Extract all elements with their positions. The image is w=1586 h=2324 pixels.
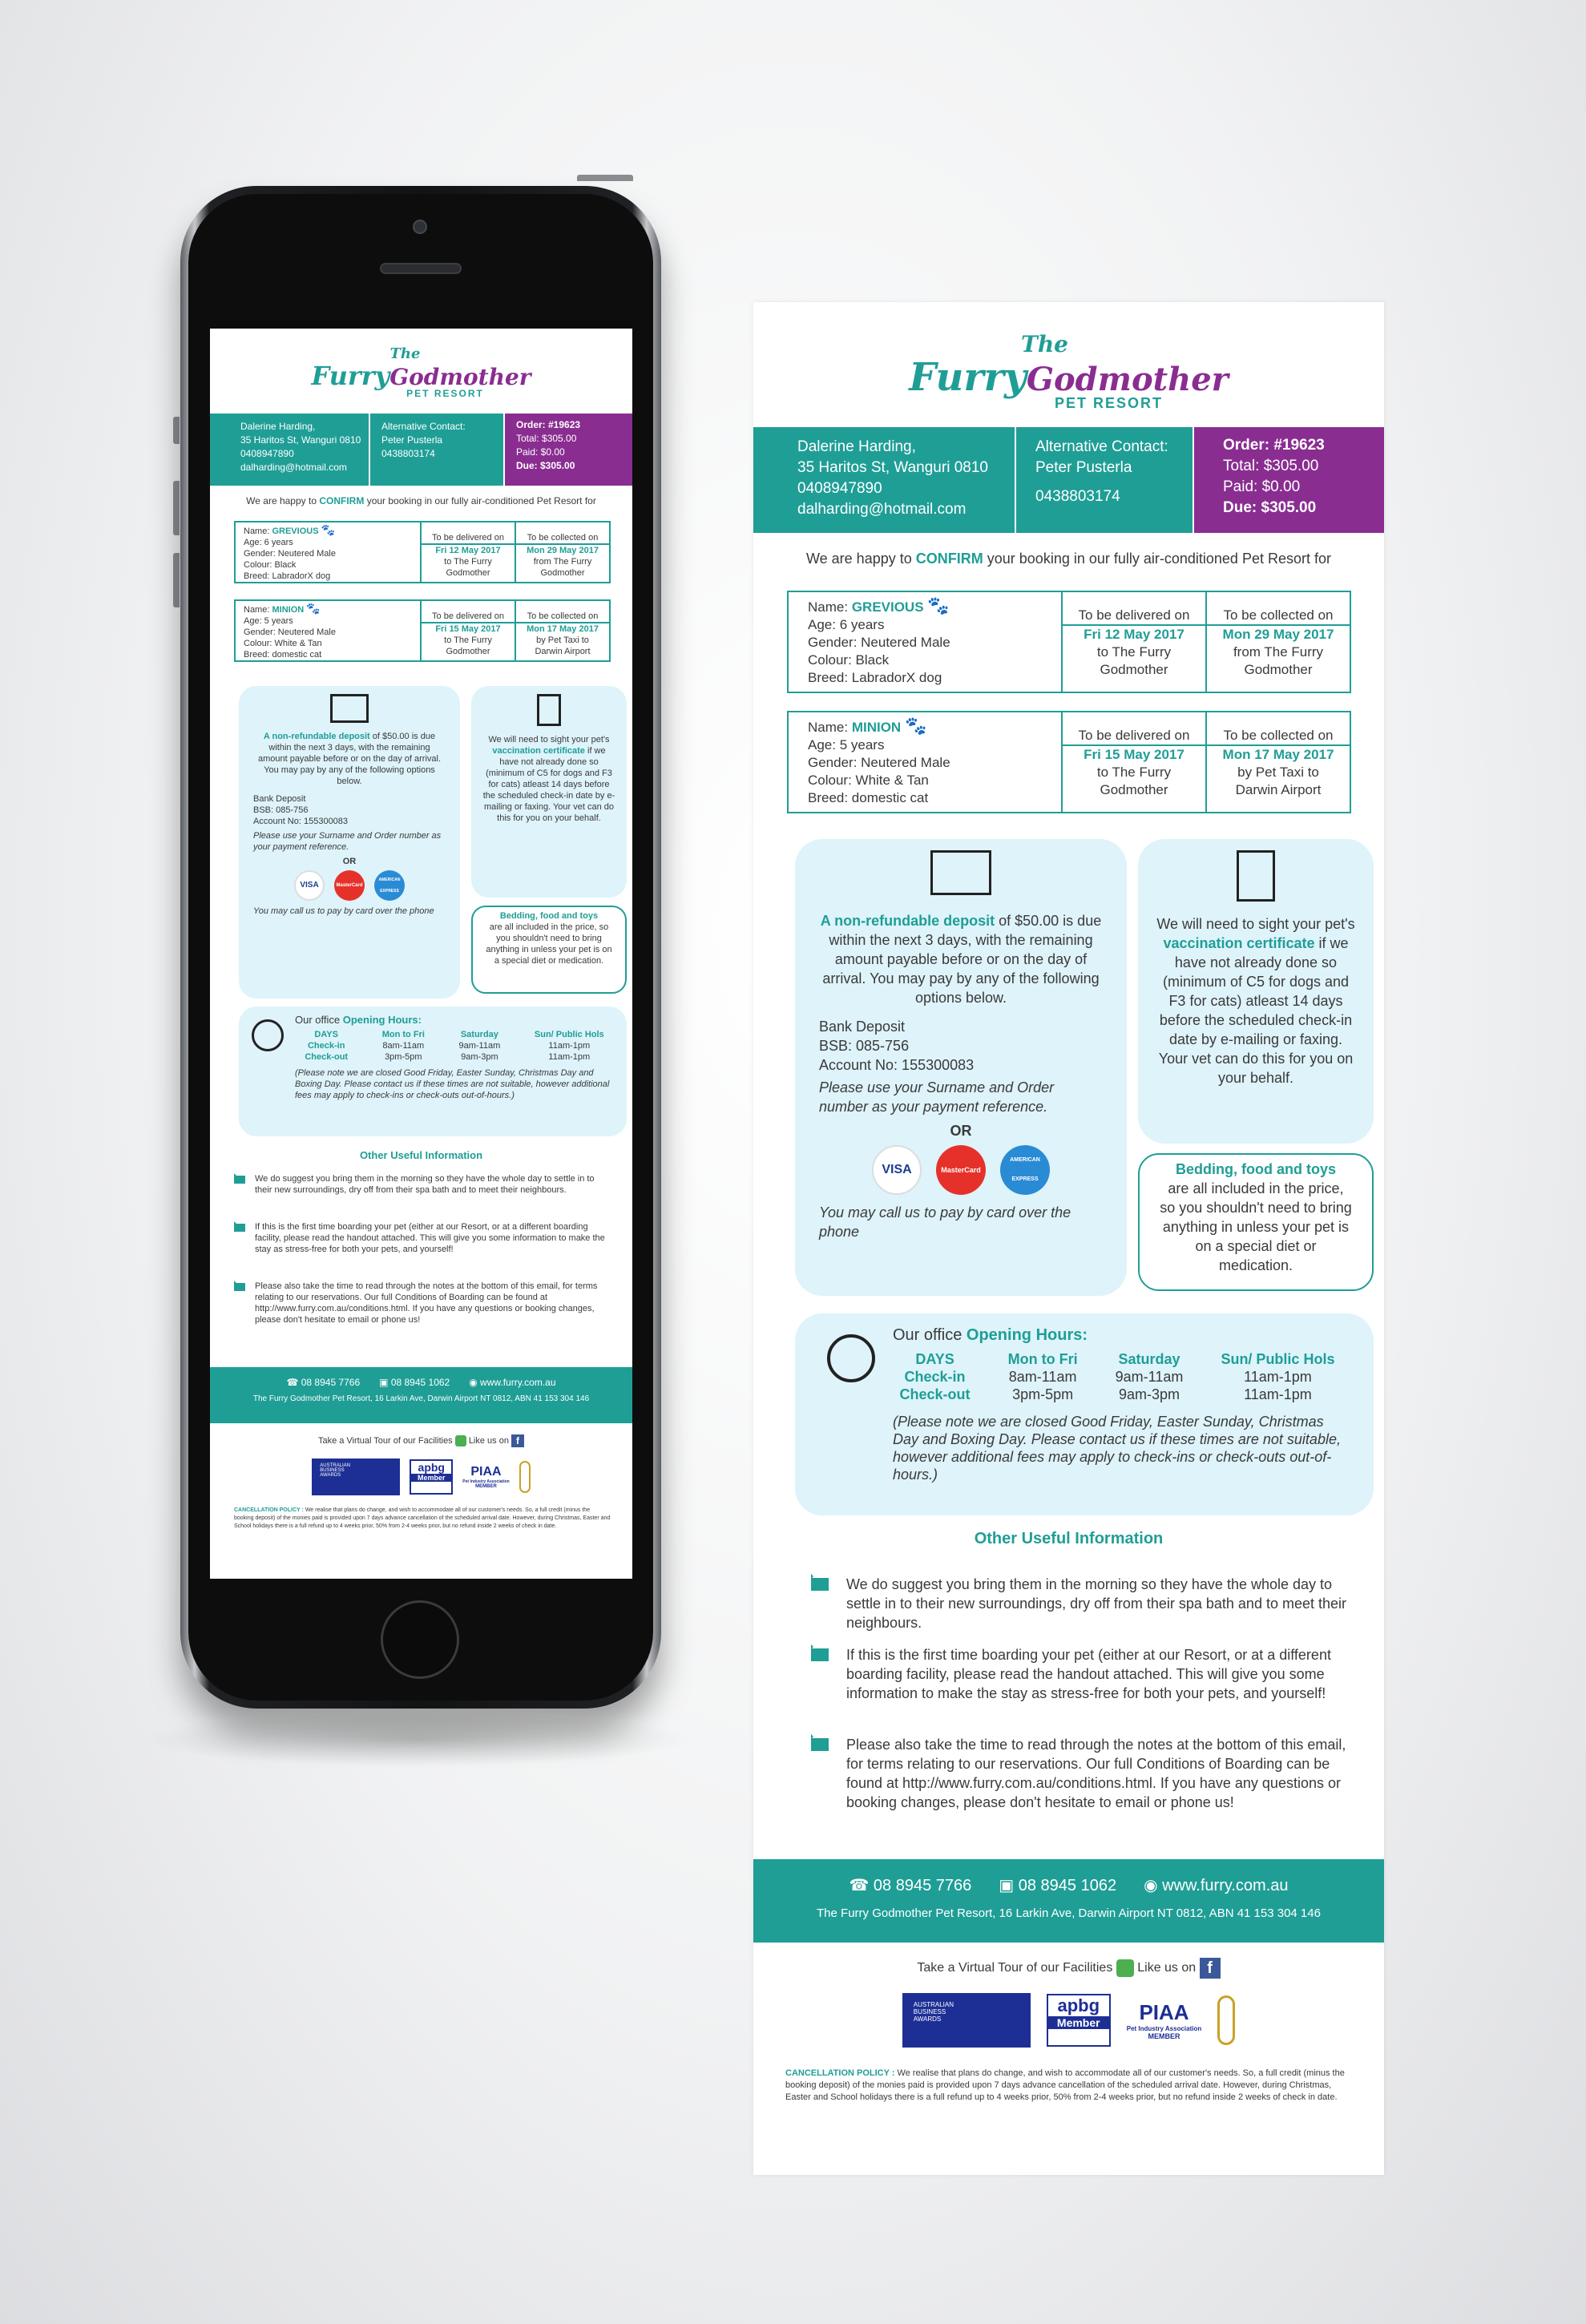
bank-label: Bank Deposit bbox=[819, 1019, 906, 1035]
customer-email[interactable]: dalharding@hotmail.com bbox=[240, 462, 347, 473]
pet-name-label: Name: bbox=[808, 720, 849, 735]
customer-address: 35 Haritos St, Wanguri 0810 bbox=[797, 459, 988, 476]
delivery-to-2: Godmother bbox=[446, 568, 490, 578]
visa-icon: VISA bbox=[294, 870, 325, 901]
footer-address: The Furry Godmother Pet Resort, 16 Larkin Ave, Darwin Airport NT 0812, ABN 41 153 304 146 bbox=[252, 1394, 590, 1403]
hours-title: Opening Hours: bbox=[342, 1014, 422, 1026]
pet-gender: Gender: Neutered Male bbox=[244, 627, 336, 637]
certificate-icon bbox=[1237, 850, 1275, 902]
pet-collection bbox=[515, 601, 609, 660]
pet-name-label: Name: bbox=[244, 605, 270, 615]
delivery-to-1: to The Furry bbox=[444, 635, 492, 645]
intro-after: your booking in our fully air-conditioned Pet Resort for bbox=[366, 495, 596, 506]
bank-bsb: BSB: 085-756 bbox=[819, 1038, 910, 1054]
info-item bbox=[234, 1221, 611, 1255]
hours-cell: 9am-11am bbox=[458, 1041, 501, 1051]
intro-before: We are happy to bbox=[246, 495, 317, 506]
email-full bbox=[753, 302, 1384, 2175]
award-badge-icon bbox=[519, 1461, 531, 1493]
logo-furry: Furry bbox=[909, 355, 1027, 400]
pet-delivery bbox=[1061, 592, 1205, 692]
collection-from-2: Godmother bbox=[540, 568, 585, 578]
other-info-title-text: Other Useful Information bbox=[974, 1530, 1164, 1547]
collection-from-1: from The Furry bbox=[533, 557, 592, 567]
other-info-title bbox=[210, 1149, 632, 1161]
phone-number: 08 8945 7766 bbox=[873, 1877, 972, 1894]
vaccination-box bbox=[1138, 839, 1374, 1144]
customer-address: 35 Haritos St, Wanguri 0810 bbox=[240, 434, 361, 446]
pet-gender: Gender: Neutered Male bbox=[808, 635, 950, 650]
mastercard-icon: MasterCard bbox=[936, 1145, 986, 1195]
alt-contact-label: Alternative Contact: bbox=[381, 421, 466, 432]
order-paid: Paid: $0.00 bbox=[1223, 478, 1301, 495]
pet-card-minion bbox=[787, 711, 1351, 813]
piaa-sub: Pet Industry Association bbox=[1126, 2025, 1202, 2032]
header-band bbox=[210, 414, 632, 486]
deposit-title: A non-refundable deposit bbox=[263, 732, 370, 741]
phone-payment-note: You may call us to pay by card over the phone bbox=[253, 906, 434, 916]
footer-band bbox=[753, 1859, 1384, 1943]
pet-name: MINION bbox=[851, 720, 902, 735]
delivery-to-2: Godmother bbox=[1100, 782, 1168, 797]
amex-icon: AMERICAN EXPRESS bbox=[374, 870, 405, 901]
award-badge-icon bbox=[1217, 1995, 1235, 2045]
membership-logos bbox=[210, 1459, 632, 1495]
phone-home-button[interactable] bbox=[381, 1600, 459, 1679]
order-number: Order: #19623 bbox=[516, 419, 581, 430]
payment-reference-note: Please use your Surname and Order number as your payment reference. bbox=[819, 1079, 1055, 1115]
cancel-text: We realise that plans do change, and wish to accommodate all of our customer's needs. So, a full credit (minus the booking deposit) of the monies paid is provided upon 7 days advance cancellation of the scheduled arrival date. However, during Christmas, Easter and School holidays there is a full refund up to 4 weeks prior, 50% from 2-4 weeks prior, but no refund inside 2 weeks of check in date. bbox=[234, 1507, 611, 1529]
order-total: Total: $305.00 bbox=[1223, 458, 1319, 474]
collection-date: Mon 17 May 2017 bbox=[527, 624, 599, 634]
aus-1: AUSTRALIAN bbox=[913, 2001, 954, 2008]
delivery-to-2: Godmother bbox=[1100, 662, 1168, 677]
delivery-label: To be delivered on bbox=[422, 532, 515, 545]
delivery-date: Fri 15 May 2017 bbox=[435, 624, 501, 634]
pet-card-minion bbox=[234, 599, 611, 662]
info-item-text: If this is the first time boarding your pet (either at our Resort, or at a different boarding facility, please read the handout attached. This will give you some information to make the stay as stress-free for both your pets, and yourself! bbox=[846, 1647, 1331, 1701]
logo-godmother: Godmother bbox=[1026, 361, 1229, 398]
cancel-text: We realise that plans do change, and wish to accommodate all of our customer's needs. So, a full credit (minus the booking deposit) of the monies paid is provided upon 7 days advance cancellation of the scheduled arrival date. However, during Christmas, Easter and School holidays there is a full refund up to 4 weeks prior, 50% from 2-4 weeks prior, but no refund inside 2 weeks of check in date. bbox=[785, 2068, 1345, 2102]
pet-gender: Gender: Neutered Male bbox=[244, 549, 336, 559]
bedding-box bbox=[471, 906, 627, 994]
piaa-logo bbox=[462, 1465, 509, 1489]
alternative-contact bbox=[370, 414, 505, 486]
arrow-icon bbox=[234, 1224, 245, 1232]
opening-hours-box bbox=[795, 1313, 1374, 1515]
info-item bbox=[234, 1281, 611, 1325]
arrow-icon bbox=[234, 1176, 245, 1184]
pet-breed: Breed: LabradorX dog bbox=[808, 670, 942, 685]
delivery-date: Fri 12 May 2017 bbox=[1084, 627, 1184, 642]
info-item-text: Please also take the time to read through the notes at the bottom of this email, for terms relating to our reservations. Our full Conditions of Boarding can be found at http://www.furry.com.au/conditions.html. If you have any questions or booking changes, please don't hesitate to email or phone us! bbox=[846, 1737, 1346, 1810]
footer-web[interactable]: ◉ www.furry.com.au bbox=[1144, 1877, 1289, 1894]
pet-collection bbox=[1205, 712, 1350, 812]
hours-header: DAYS bbox=[314, 1030, 338, 1039]
order-number: Order: #19623 bbox=[1223, 437, 1325, 454]
phone-volume-up bbox=[173, 481, 180, 535]
business-awards-logo bbox=[312, 1459, 400, 1495]
hours-cell: 9am-3pm bbox=[461, 1052, 498, 1062]
pet-name: GREVIOUS bbox=[272, 527, 319, 536]
pet-age: Age: 6 years bbox=[244, 538, 293, 547]
customer-email[interactable]: dalharding@hotmail.com bbox=[797, 501, 967, 518]
map-pin-icon[interactable] bbox=[455, 1435, 466, 1446]
cancellation-policy bbox=[785, 2068, 1354, 2104]
collection-date: Mon 29 May 2017 bbox=[1222, 627, 1334, 642]
hours-cell: 9am-3pm bbox=[1119, 1386, 1180, 1402]
footer-phone[interactable]: ☎ 08 8945 7766 bbox=[286, 1377, 361, 1388]
info-item bbox=[234, 1173, 611, 1196]
phone-number: 08 8945 7766 bbox=[301, 1377, 361, 1388]
certificate-icon bbox=[537, 694, 561, 726]
visa-icon: VISA bbox=[872, 1145, 922, 1195]
envelope-money-icon bbox=[930, 850, 991, 895]
delivery-label: To be delivered on bbox=[422, 611, 515, 623]
collection-date: Mon 17 May 2017 bbox=[1222, 747, 1334, 762]
footer-fax: ▣ 08 8945 1062 bbox=[999, 1877, 1117, 1894]
delivery-to-1: to The Furry bbox=[444, 557, 492, 567]
phone-volume-down bbox=[173, 553, 180, 607]
order-summary bbox=[1194, 427, 1384, 533]
opening-hours-box bbox=[239, 1007, 627, 1136]
hours-cell: 9am-11am bbox=[1115, 1369, 1184, 1385]
paw-icon: 🐾 bbox=[321, 523, 336, 536]
vaccination-text-2: if we have not already done so (minimum of C5 for dogs and F3 for cats) atleast 14 days before the scheduled check-in date by e-mailing or faxing. Your vet can do this for you on your behalf. bbox=[482, 746, 615, 823]
bedding-box bbox=[1138, 1153, 1374, 1291]
other-info-title bbox=[753, 1530, 1384, 1548]
arrow-icon bbox=[811, 1648, 829, 1661]
vaccination-text-1: We will need to sight your pet's bbox=[1156, 916, 1355, 932]
apbg-logo bbox=[410, 1459, 453, 1495]
pet-name-label: Name: bbox=[244, 527, 270, 536]
delivery-to-1: to The Furry bbox=[1096, 644, 1172, 660]
phone-camera bbox=[413, 220, 427, 234]
phone-power-button bbox=[577, 175, 633, 181]
social-row bbox=[210, 1434, 632, 1447]
hours-cell: Check-out bbox=[305, 1052, 349, 1062]
piaa-sub: Pet Industry Association bbox=[462, 1479, 510, 1484]
hours-header: Sun/ Public Hols bbox=[534, 1030, 604, 1039]
vaccination-highlight: vaccination certificate bbox=[1163, 935, 1315, 951]
hours-cell: Check-in bbox=[307, 1041, 345, 1051]
alt-contact-name: Peter Pusterla bbox=[381, 434, 443, 446]
pet-delivery bbox=[420, 601, 515, 660]
vaccination-box bbox=[471, 686, 627, 898]
aus-2: BUSINESS bbox=[913, 2008, 946, 2015]
fax-number: 08 8945 1062 bbox=[390, 1377, 450, 1388]
alt-contact-name: Peter Pusterla bbox=[1035, 459, 1132, 476]
pet-breed: Breed: domestic cat bbox=[808, 790, 929, 805]
hours-note: (Please note we are closed Good Friday, Easter Sunday, Christmas Day and Boxing Day. Please contact us if these times are not suitable, however additional fees may apply to check-ins or check-outs out-of-hours.) bbox=[893, 1414, 1341, 1483]
logo-subtitle: PET RESORT bbox=[406, 388, 484, 399]
piaa-member: MEMBER bbox=[1148, 2032, 1180, 2040]
order-due: Due: $305.00 bbox=[516, 460, 575, 471]
bedding-title: Bedding, food and toys bbox=[1176, 1161, 1336, 1177]
hours-cell: 11am-1pm bbox=[1244, 1369, 1312, 1385]
collection-from-2: Darwin Airport bbox=[535, 647, 591, 656]
pet-colour: Colour: White & Tan bbox=[808, 773, 929, 788]
deposit-box bbox=[795, 839, 1127, 1296]
delivery-label: To be delivered on bbox=[1063, 727, 1205, 746]
map-pin-icon[interactable] bbox=[1116, 1959, 1134, 1977]
vaccination-highlight: vaccination certificate bbox=[492, 746, 585, 756]
hours-intro: Our office bbox=[893, 1326, 962, 1344]
collection-label: To be collected on bbox=[516, 532, 609, 545]
intro-text bbox=[753, 551, 1384, 567]
apbg-logo bbox=[1047, 1994, 1111, 2047]
hours-header: Sun/ Public Hols bbox=[1221, 1351, 1335, 1367]
order-paid: Paid: $0.00 bbox=[516, 446, 565, 458]
pet-age: Age: 5 years bbox=[808, 737, 885, 752]
fax-number: 08 8945 1062 bbox=[1018, 1877, 1117, 1894]
customer-name: Dalerine Harding, bbox=[240, 421, 316, 432]
bank-account: Account No: 155300083 bbox=[819, 1057, 975, 1073]
customer-name: Dalerine Harding, bbox=[797, 438, 916, 455]
apbg-text: apbg bbox=[1057, 1995, 1100, 2015]
envelope-money-icon bbox=[330, 694, 369, 723]
virtual-tour-link[interactable]: Take a Virtual Tour of our Facilities bbox=[917, 1961, 1113, 1975]
phone-mute-switch bbox=[173, 417, 180, 444]
web-link: www.furry.com.au bbox=[480, 1377, 556, 1388]
hours-note: (Please note we are closed Good Friday, Easter Sunday, Christmas Day and Boxing Day. Please contact us if these times are not suitable, however additional fees may apply to check-ins or check-outs out-of-hours.) bbox=[295, 1068, 610, 1100]
info-item bbox=[811, 1645, 1348, 1703]
collection-label: To be collected on bbox=[1207, 727, 1350, 746]
arrow-icon bbox=[811, 1738, 829, 1751]
intro-text bbox=[210, 495, 632, 506]
hours-header: Saturday bbox=[1118, 1351, 1180, 1367]
delivery-label: To be delivered on bbox=[1063, 607, 1205, 626]
info-item bbox=[811, 1735, 1348, 1812]
brand-logo bbox=[753, 331, 1384, 412]
delivery-date: Fri 15 May 2017 bbox=[1084, 747, 1184, 762]
or-divider: OR bbox=[342, 857, 357, 866]
aus-1: AUSTRALIAN bbox=[320, 1463, 350, 1468]
pet-colour: Colour: Black bbox=[808, 652, 890, 668]
pet-age: Age: 6 years bbox=[808, 617, 885, 632]
hours-header: DAYS bbox=[915, 1351, 954, 1367]
like-label: Like us on bbox=[468, 1435, 509, 1446]
delivery-to-1: to The Furry bbox=[1096, 765, 1172, 780]
pet-delivery bbox=[420, 522, 515, 582]
footer-phone[interactable]: ☎ 08 8945 7766 bbox=[849, 1877, 972, 1894]
bank-bsb: BSB: 085-756 bbox=[253, 805, 309, 815]
customer-phone: 0408947890 bbox=[240, 448, 294, 459]
phone-email-preview bbox=[210, 329, 632, 1579]
hours-table bbox=[295, 1029, 614, 1063]
footer-band bbox=[210, 1367, 632, 1423]
pet-colour: Colour: White & Tan bbox=[244, 639, 322, 648]
collection-from-2: Godmother bbox=[1244, 662, 1313, 677]
membership-logos bbox=[753, 1993, 1384, 2048]
pet-age: Age: 5 years bbox=[244, 616, 293, 626]
apbg-text: apbg bbox=[418, 1461, 445, 1474]
bedding-title: Bedding, food and toys bbox=[499, 911, 599, 921]
piaa-logo bbox=[1127, 2000, 1202, 2040]
deposit-text: of $50.00 is due within the next 3 days, with the remaining amount payable before or on the day of arrival. You may pay by any of the following options below. bbox=[822, 913, 1102, 1006]
phone-speaker bbox=[380, 263, 462, 274]
customer-phone: 0408947890 bbox=[797, 480, 882, 497]
brand-logo bbox=[210, 345, 632, 399]
aus-2: BUSINESS bbox=[320, 1468, 345, 1473]
delivery-to-2: Godmother bbox=[446, 647, 490, 656]
apbg-member: Member bbox=[411, 1474, 451, 1482]
arrow-icon bbox=[811, 1578, 829, 1591]
paw-icon: 🐾 bbox=[927, 595, 950, 615]
info-item-text: We do suggest you bring them in the morning so they have the whole day to settle in to their new surroundings, dry off from their spa bath and to meet their neighbours. bbox=[846, 1576, 1346, 1631]
customer-details bbox=[210, 414, 370, 486]
social-row bbox=[753, 1958, 1384, 1979]
alt-contact-label: Alternative Contact: bbox=[1035, 438, 1168, 455]
footer-web[interactable]: ◉ www.furry.com.au bbox=[469, 1377, 556, 1388]
intro-confirm: CONFIRM bbox=[915, 551, 983, 567]
or-divider: OR bbox=[950, 1123, 972, 1139]
info-item-text: We do suggest you bring them in the morning so they have the whole day to settle in to their new surroundings, dry off from their spa bath and to meet their neighbours. bbox=[255, 1174, 595, 1195]
pet-name: GREVIOUS bbox=[851, 599, 924, 615]
paw-icon: 🐾 bbox=[306, 602, 321, 615]
pet-name-label: Name: bbox=[808, 599, 849, 615]
deposit-text: of $50.00 is due within the next 3 days, with the remaining amount payable before or on the day of arrival. You may pay by any of the following options below. bbox=[257, 732, 442, 786]
pet-card-grevious bbox=[787, 591, 1351, 693]
hours-cell: Check-in bbox=[904, 1369, 966, 1385]
delivery-date: Fri 12 May 2017 bbox=[435, 546, 501, 555]
hours-intro: Our office bbox=[295, 1014, 341, 1026]
deposit-box bbox=[239, 686, 460, 999]
piaa-member: MEMBER bbox=[475, 1484, 497, 1489]
hours-cell: 3pm-5pm bbox=[1012, 1386, 1074, 1402]
pet-breed: Breed: domestic cat bbox=[244, 650, 322, 660]
collection-from-2: Darwin Airport bbox=[1235, 782, 1322, 797]
payment-reference-note: Please use your Surname and Order number as your payment reference. bbox=[253, 831, 442, 852]
bank-account: Account No: 155300083 bbox=[253, 817, 349, 826]
collection-from-1: from The Furry bbox=[1233, 644, 1324, 660]
hours-cell: 8am-11am bbox=[382, 1041, 425, 1051]
deposit-title: A non-refundable deposit bbox=[820, 913, 995, 929]
intro-before: We are happy to bbox=[805, 551, 912, 567]
intro-confirm: CONFIRM bbox=[319, 495, 365, 506]
facebook-icon[interactable]: f bbox=[511, 1434, 524, 1447]
business-awards-logo bbox=[902, 1993, 1031, 2048]
info-item-text: Please also take the time to read through the notes at the bottom of this email, for terms relating to our reservations. Our full Conditions of Boarding can be found at http://www.furry.com.au/conditions.html. If you have any questions or booking changes, please don't hesitate to email or phone us! bbox=[255, 1281, 598, 1325]
pet-colour: Colour: Black bbox=[244, 560, 297, 570]
piaa-text: PIAA bbox=[470, 1465, 502, 1479]
logo-the: The bbox=[1020, 331, 1068, 357]
pet-collection bbox=[515, 522, 609, 582]
order-total: Total: $305.00 bbox=[516, 433, 577, 444]
aus-3: AWARDS bbox=[913, 2015, 942, 2023]
bedding-text: are all included in the price, so you shouldn't need to bring anything in unless your pet is on a special diet or medication. bbox=[1160, 1180, 1352, 1273]
web-link: www.furry.com.au bbox=[1162, 1877, 1289, 1894]
order-due: Due: $305.00 bbox=[1223, 499, 1317, 516]
hours-cell: 8am-11am bbox=[1008, 1369, 1077, 1385]
virtual-tour-link[interactable]: Take a Virtual Tour of our Facilities bbox=[317, 1435, 453, 1446]
cancel-label: CANCELLATION POLICY : bbox=[785, 2068, 895, 2078]
hours-header: Saturday bbox=[460, 1030, 498, 1039]
collection-date: Mon 29 May 2017 bbox=[527, 546, 599, 555]
header-band bbox=[753, 427, 1384, 533]
phone-shadow bbox=[140, 1711, 693, 1767]
info-item bbox=[811, 1575, 1348, 1632]
alt-contact-phone: 0438803174 bbox=[1035, 488, 1120, 505]
collection-label: To be collected on bbox=[516, 611, 609, 623]
collection-label: To be collected on bbox=[1207, 607, 1350, 626]
bank-label: Bank Deposit bbox=[253, 794, 306, 804]
cancel-label: CANCELLATION POLICY : bbox=[234, 1507, 304, 1513]
hours-table bbox=[893, 1350, 1342, 1403]
intro-after: your booking in our fully air-conditioned Pet Resort for bbox=[987, 551, 1331, 567]
vaccination-text-1: We will need to sight your pet's bbox=[488, 735, 610, 744]
pet-gender: Gender: Neutered Male bbox=[808, 755, 950, 770]
collection-from-1: by Pet Taxi to bbox=[536, 635, 589, 645]
like-label: Like us on bbox=[1137, 1961, 1197, 1975]
order-summary bbox=[505, 414, 632, 486]
alt-contact-phone: 0438803174 bbox=[381, 448, 435, 459]
vaccination-text-2: if we have not already done so (minimum of C5 for dogs and F3 for cats) atleast 14 days before the scheduled check-in date by e-mailing or faxing. Your vet can do this for you on your behalf. bbox=[1158, 935, 1354, 1086]
footer-fax: ▣ 08 8945 1062 bbox=[379, 1377, 450, 1388]
logo-the: The bbox=[389, 345, 421, 362]
bedding-text: are all included in the price, so you shouldn't need to bring anything in unless your pet is on a special diet or medication. bbox=[486, 922, 612, 966]
customer-details bbox=[753, 427, 1016, 533]
hours-header: Mon to Fri bbox=[381, 1030, 425, 1039]
pet-breed: Breed: LabradorX dog bbox=[244, 571, 331, 581]
piaa-text: PIAA bbox=[1139, 2000, 1189, 2024]
aus-3: AWARDS bbox=[320, 1473, 341, 1478]
logo-furry: Furry bbox=[311, 361, 390, 391]
info-item-text: If this is the first time boarding your pet (either at our Resort, or at a different boarding facility, please read the handout attached. This will give you some information to make the stay as stress-free for both your pets, and yourself! bbox=[255, 1222, 605, 1254]
phone-payment-note: You may call us to pay by card over the phone bbox=[819, 1204, 1071, 1240]
alarm-clock-icon bbox=[827, 1334, 875, 1382]
hours-title: Opening Hours: bbox=[966, 1326, 1088, 1344]
hours-cell: 11am-1pm bbox=[548, 1041, 591, 1051]
apbg-member: Member bbox=[1048, 2016, 1109, 2029]
hours-cell: 3pm-5pm bbox=[385, 1052, 422, 1062]
hours-cell: 11am-1pm bbox=[548, 1052, 591, 1062]
hours-header: Mon to Fri bbox=[1007, 1351, 1078, 1367]
amex-icon: AMERICAN EXPRESS bbox=[1000, 1145, 1050, 1195]
hours-cell: Check-out bbox=[899, 1386, 971, 1402]
paw-icon: 🐾 bbox=[904, 716, 927, 736]
pet-card-grevious bbox=[234, 521, 611, 583]
logo-godmother: Godmother bbox=[389, 364, 531, 390]
logo-subtitle: PET RESORT bbox=[1054, 395, 1163, 411]
pet-delivery bbox=[1061, 712, 1205, 812]
arrow-icon bbox=[234, 1283, 245, 1291]
cancellation-policy bbox=[234, 1507, 611, 1531]
pet-name: MINION bbox=[272, 605, 305, 615]
alarm-clock-icon bbox=[252, 1019, 284, 1051]
alternative-contact bbox=[1016, 427, 1194, 533]
hours-cell: 11am-1pm bbox=[1244, 1386, 1312, 1402]
footer-address: The Furry Godmother Pet Resort, 16 Larkin Ave, Darwin Airport NT 0812, ABN 41 153 304 146 bbox=[817, 1906, 1321, 1920]
mastercard-icon: MasterCard bbox=[334, 870, 365, 901]
facebook-icon[interactable]: f bbox=[1200, 1958, 1221, 1979]
pet-collection bbox=[1205, 592, 1350, 692]
other-info-title-text: Other Useful Information bbox=[359, 1149, 483, 1161]
collection-from-1: by Pet Taxi to bbox=[1237, 765, 1319, 780]
